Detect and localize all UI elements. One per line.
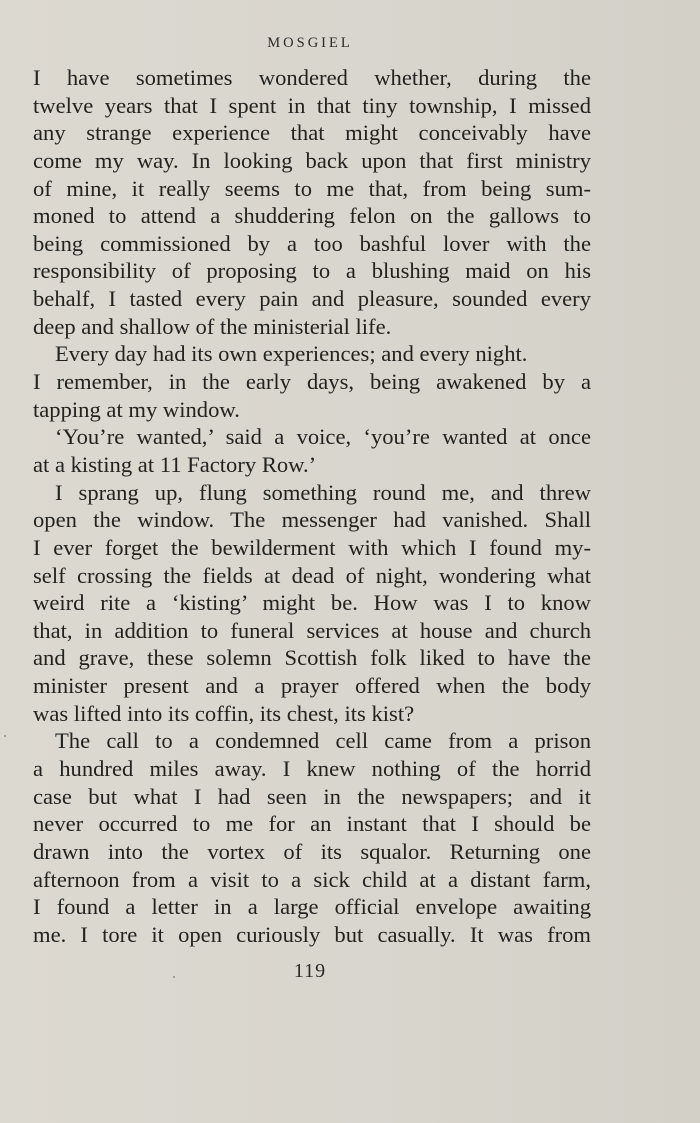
text-line: of mine, it really seems to me that, from being sum- xyxy=(33,175,591,201)
text-line: tapping at my window. xyxy=(33,396,240,422)
text-line: open the window. The messenger had vanished. Shall xyxy=(33,507,591,533)
paper-speck xyxy=(4,735,6,737)
text-line: Every day had its own experiences; and every night. xyxy=(55,341,528,367)
text-line: was lifted into its coffin, its chest, its kist? xyxy=(33,700,415,726)
page-number: 119 xyxy=(293,960,327,982)
text-line: afternoon from a visit to a sick child at a distant farm, xyxy=(33,866,591,892)
text-line: moned to attend a shuddering felon on the gallows to xyxy=(33,203,591,229)
text-line: deep and shallow of the ministerial life. xyxy=(33,313,392,339)
text-line: me. I tore it open curiously but casually. It was from xyxy=(33,921,591,947)
text-line: and grave, these solemn Scottish folk liked to have the xyxy=(33,645,591,671)
text-line: come my way. In looking back upon that first ministry xyxy=(33,147,591,173)
text-line: I remember, in the early days, being awakened by a xyxy=(33,369,591,395)
text-line: The call to a condemned cell came from a prison xyxy=(55,728,591,754)
text-line: at a kisting at 11 Factory Row.’ xyxy=(33,451,317,477)
text-line: any strange experience that might conceivably have xyxy=(33,120,591,146)
text-line: drawn into the vortex of its squalor. Returning one xyxy=(33,838,591,864)
text-line: weird rite a ‘kisting’ might be. How was I to know xyxy=(33,590,591,616)
text-line: case but what I had seen in the newspapers; and it xyxy=(33,783,591,809)
text-line: I have sometimes wondered whether, during the xyxy=(33,65,591,90)
text-line: I ever forget the bewilderment with which I found my- xyxy=(33,534,591,560)
body-text xyxy=(33,64,591,949)
text-line: I sprang up, flung something round me, and threw xyxy=(55,479,591,505)
text-line: minister present and a prayer offered when the body xyxy=(33,673,591,699)
paper-speck xyxy=(173,976,175,978)
text-line: twelve years that I spent in that tiny township, I missed xyxy=(33,92,591,118)
text-line: never occurred to me for an instant that I should be xyxy=(33,811,591,837)
text-line: being commissioned by a too bashful lover with the xyxy=(33,230,591,256)
text-line: ‘You’re wanted,’ said a voice, ‘you’re wanted at once xyxy=(55,424,591,450)
text-line: behalf, I tasted every pain and pleasure, sounded every xyxy=(33,286,591,312)
text-line: a hundred miles away. I knew nothing of the horrid xyxy=(33,756,591,782)
text-line: I found a letter in a large official envelope awaiting xyxy=(33,894,591,920)
text-line: self crossing the fields at dead of night, wondering what xyxy=(33,562,591,588)
text-line: that, in addition to funeral services at house and church xyxy=(33,617,591,643)
text-line: responsibility of proposing to a blushing maid on his xyxy=(33,258,591,284)
running-head: MOSGIEL xyxy=(267,35,353,51)
